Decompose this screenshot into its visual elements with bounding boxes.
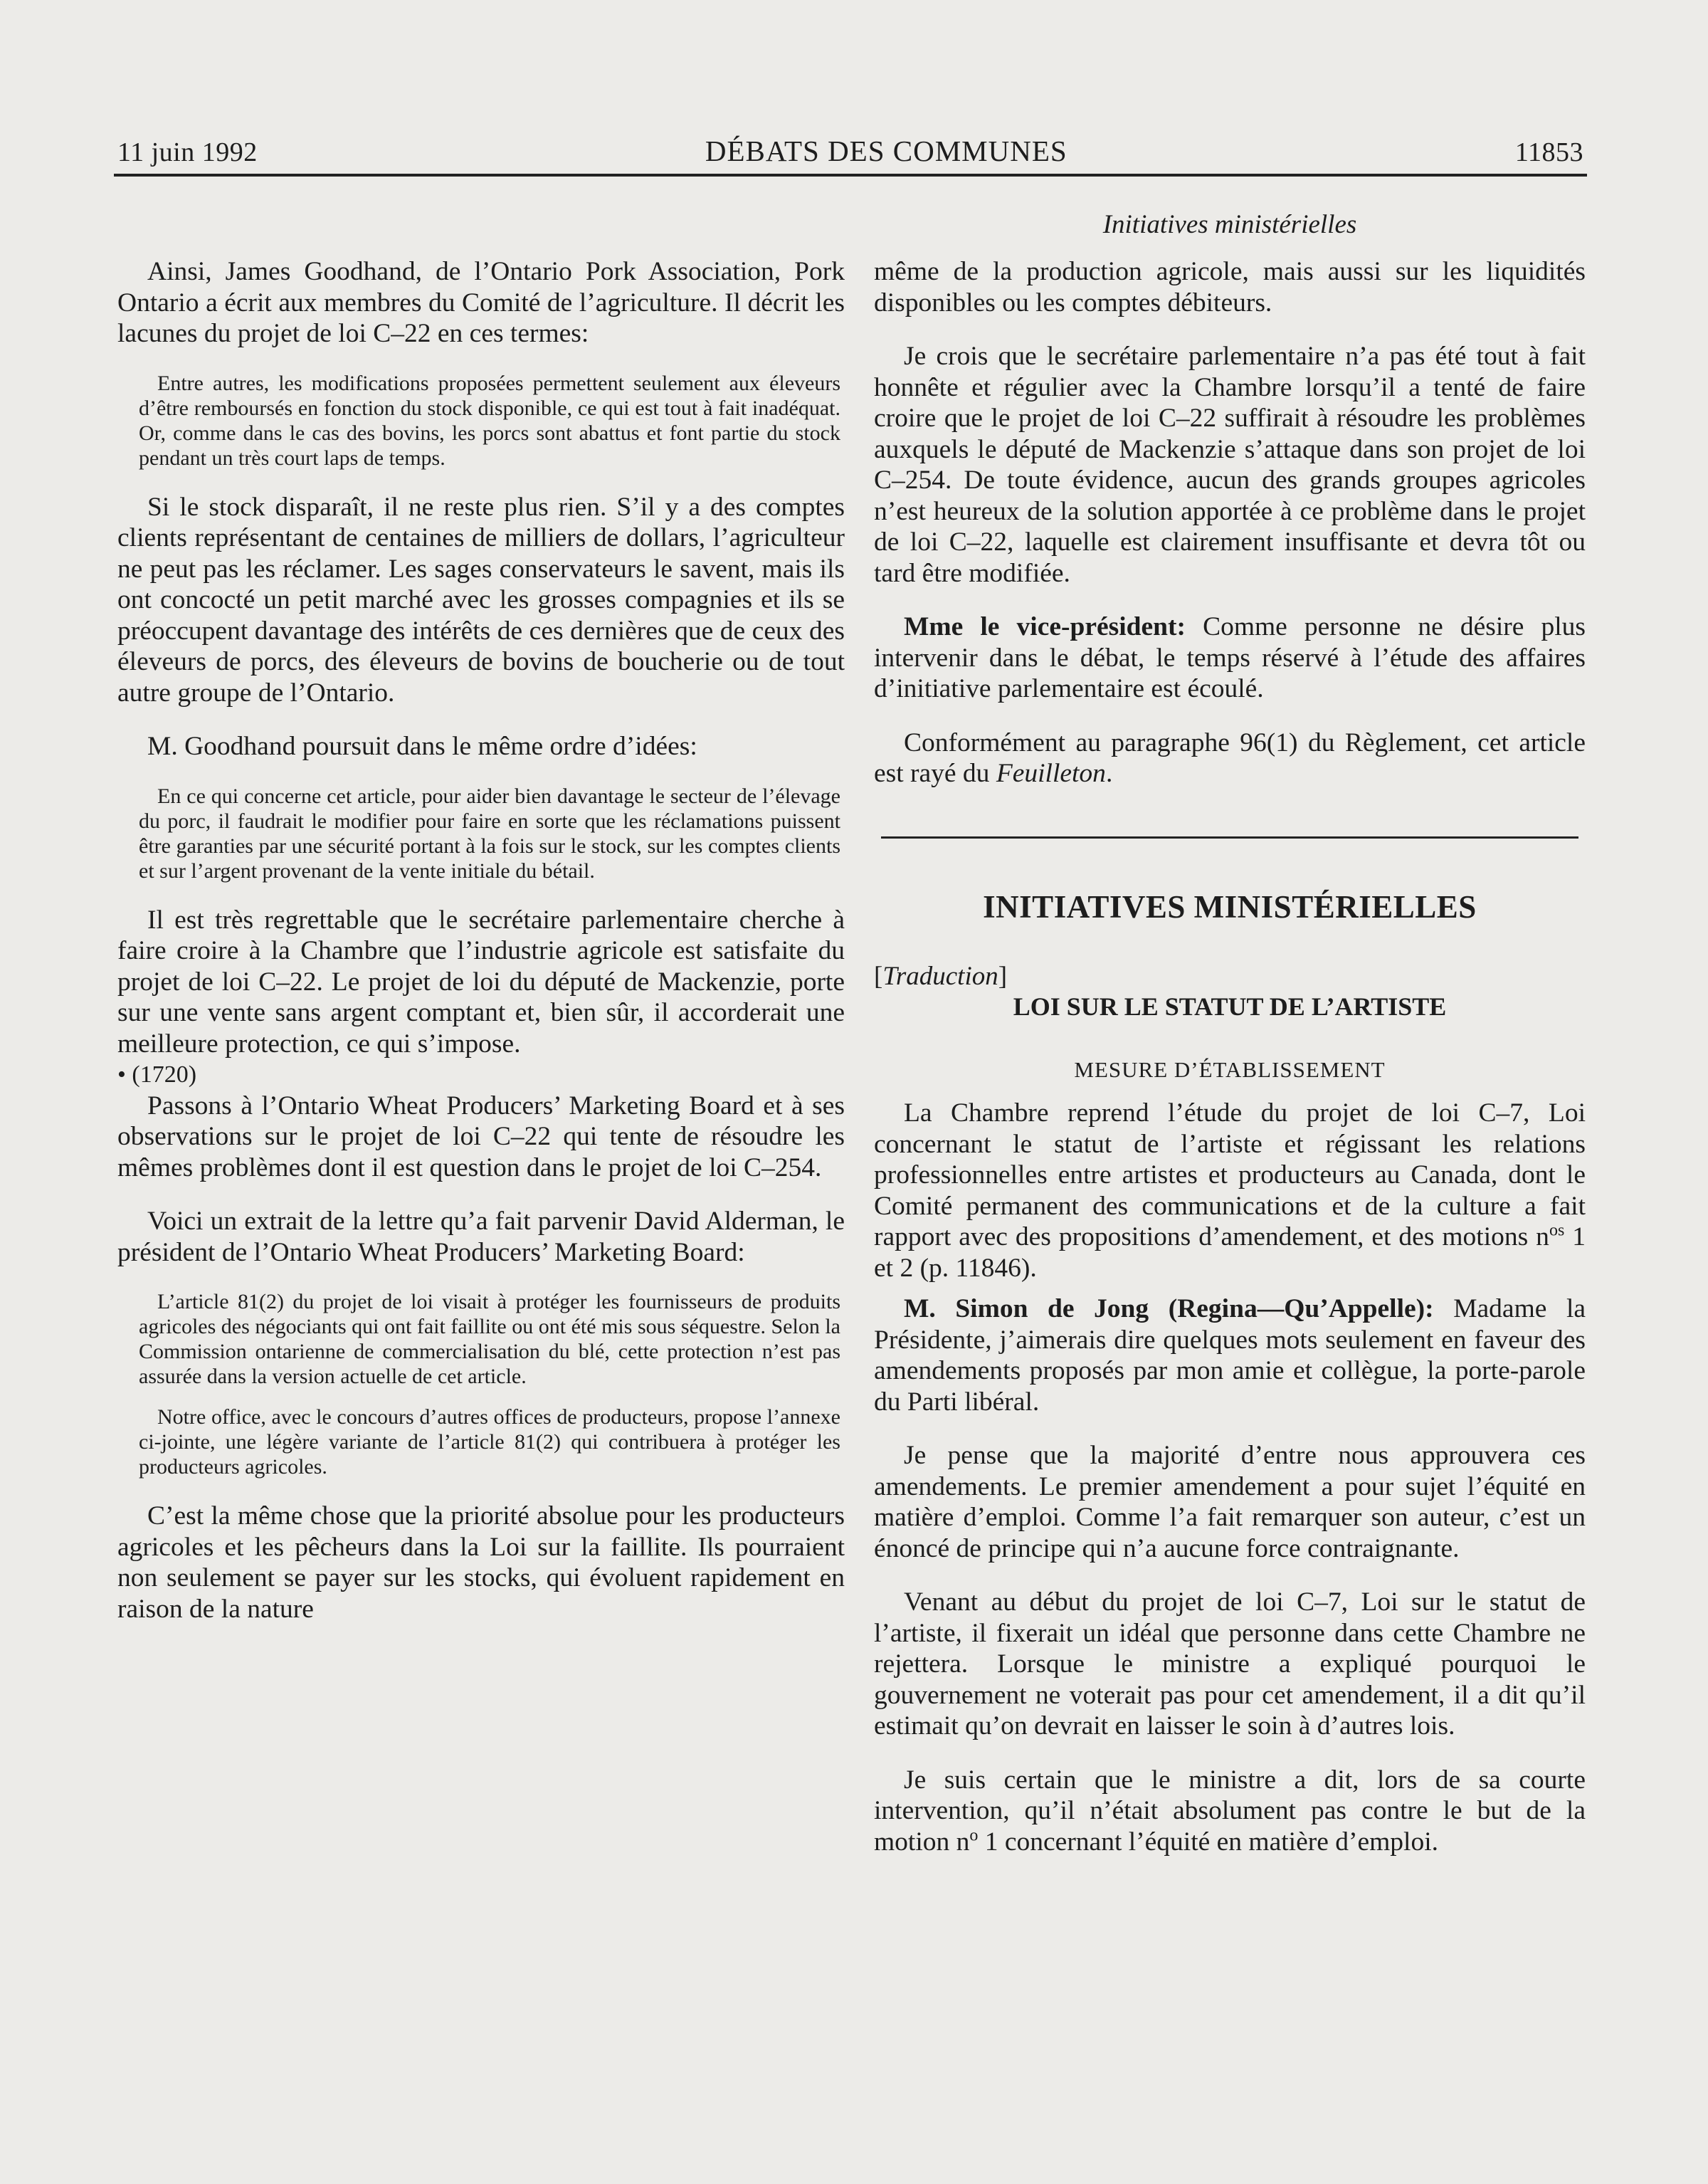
paragraph: Il est très regrettable que le secrétaire parlementaire cherche à faire croire à la Chambre que l’industrie agricole est satisfaite du projet de loi C–22. Le projet de loi du député de Mackenzie, porte sur une vente sans argent comptant et, bien sûr, il accorderait une meilleure protection, ce qui s’impose. bbox=[117, 905, 845, 1059]
header-date: 11 juin 1992 bbox=[117, 137, 258, 167]
section-divider bbox=[881, 836, 1578, 839]
paragraph bbox=[874, 1098, 1586, 1283]
section-header: Initiatives ministérielles bbox=[1102, 210, 1357, 239]
right-column bbox=[874, 256, 1586, 1857]
block-quote bbox=[117, 1289, 845, 1479]
translation-label: Traduction bbox=[882, 961, 998, 991]
paragraph: Je pense que la majorité d’entre nous approuvera ces amendements. Le premier amendement a pour sujet l’équité en matière d’emploi. Comme l’a fait remarquer son auteur, c’est un énoncé de principe qui n’a aucune force contraignante. bbox=[874, 1441, 1586, 1563]
speech-text: Comme personne ne désire plus intervenir dans le débat, le temps réservé à l’étude des affaires d’initiative parlementaire est écoulé. bbox=[874, 612, 1586, 703]
text-run: . bbox=[1105, 759, 1113, 788]
timestamp: • (1720) bbox=[117, 1061, 197, 1088]
text-run: 1 et 2 (p. 11846). bbox=[874, 1222, 1586, 1283]
quote-paragraph: Notre office, avec le concours d’autres offices de producteurs, propose l’annexe ci-jointe, une légère variante de l’article 81(2) qui contribuera à protéger les producteurs agricoles. bbox=[139, 1405, 840, 1479]
paragraph: Si le stock disparaît, il ne reste plus rien. S’il y a des comptes clients représentant de centaines de milliers de dollars, l’agriculteur ne peut pas les réclamer. Les sages conservateurs le savent, mais ils ont concocté un petit marché avec les grosses compagnies et ils se préoccupent davantage des intérêts de ces dernières que de ceux des éleveurs de porcs, des éleveurs de bovins de boucherie ou de tout autre groupe de l’Ontario. bbox=[117, 492, 845, 708]
block-quote bbox=[117, 371, 845, 471]
header-title: DÉBATS DES COMMUNES bbox=[705, 135, 1068, 167]
quote-paragraph: En ce qui concerne cet article, pour aider bien davantage le secteur de l’élevage du porc, il faudrait le modifier pour faire en sorte que les réclamations puissent être garanties par une sécurité portant à la fois sur le stock, sur les comptes clients et sur l’argent provenant de la vente initiale du bétail. bbox=[139, 784, 840, 883]
bracket: ] bbox=[998, 961, 1008, 991]
text-run: La Chambre reprend l’étude du projet de loi C–7, Loi concernant le statut de l’artiste et régissant les relations professionnelles entre artistes et producteurs au Canada, dont le Comité permanent des communications et de la culture a fait rapport avec des propositions d’amendement, et des motions n bbox=[874, 1098, 1586, 1251]
text-run: Conformément au paragraphe 96(1) du Règlement, cet article est rayé du bbox=[874, 728, 1586, 788]
text-run: 1 concernant l’équité en matière d’emploi. bbox=[978, 1827, 1438, 1857]
paragraph: Voici un extrait de la lettre qu’a fait parvenir David Alderman, le président de l’Ontario Wheat Producers’ Marketing Board: bbox=[117, 1207, 845, 1267]
superscript: o bbox=[969, 1826, 979, 1844]
header-rule bbox=[114, 174, 1587, 177]
paragraph: C’est la même chose que la priorité absolue pour les producteurs agricoles et les pêcheurs dans la Loi sur la faillite. Ils pourraient non seulement se payer sur les stocks, qui évoluent rapidement en raison de la nature bbox=[117, 1501, 845, 1624]
paragraph bbox=[874, 611, 1586, 705]
quote-paragraph: Entre autres, les modifications proposées permettent seulement aux éleveurs d’être remboursés en fonction du stock disponible, ce qui est tout à fait inadéquat. Or, comme dans le cas des bovins, les porcs sont abattus et font partie du stock pendant un très court laps de temps. bbox=[139, 371, 840, 470]
block-quote bbox=[117, 784, 845, 883]
quote-paragraph: L’article 81(2) du projet de loi visait à protéger les fournisseurs de produits agricoles des négociants qui ont fait faillite ou ont été mis sous séquestre. Selon la Commission ontarienne de commercialisation du blé, cette protection n’est pas assurée dans la version actuelle de cet article. bbox=[139, 1290, 840, 1388]
paragraph: Venant au début du projet de loi C–7, Loi sur le statut de l’artiste, il fixerait un idéal que personne dans cette Chambre ne rejettera. Lorsque le ministre a expliqué pourquoi le gouvernement ne voterait pas pour cet amendement, il a dit qu’il estimait qu’on devrait en laisser le soin à d’autres lois. bbox=[874, 1587, 1586, 1741]
paragraph bbox=[874, 1765, 1586, 1858]
paragraph: M. Goodhand poursuit dans le même ordre d’idées: bbox=[147, 732, 697, 761]
bracket: [ bbox=[874, 961, 883, 991]
running-header bbox=[117, 134, 1583, 168]
speech-text: Madame la Présidente, j’aimerais dire quelques mots seulement en faveur des amendements proposés par mon amie et collègue, la porte-parole du Parti libéral. bbox=[874, 1294, 1586, 1417]
paragraph: Passons à l’Ontario Wheat Producers’ Marketing Board et à ses observations sur le projet de loi C–22 qui tente de résoudre les mêmes problèmes dont il est question dans le projet de loi C–254. bbox=[117, 1091, 845, 1182]
header-page-number: 11853 bbox=[1514, 137, 1583, 167]
speaker-name: M. Simon de Jong (Regina—Qu’Appelle): bbox=[904, 1294, 1434, 1323]
speaker-name: Mme le vice-président: bbox=[904, 612, 1186, 641]
paragraph: Je crois que le secrétaire parlementaire n’a pas été tout à fait honnête et régulier avec la Chambre lorsqu’il a tenté de faire croire que le projet de loi C–22 suffirait à résoudre les problèmes auxquels le député de Mackenzie s’attaque dans son projet de loi C–254. De toute évidence, aucun des grands groupes agricoles n’est heureux de la solution apportée à ce problème dans le projet de loi C–22, laquelle est clairement insuffisante et devra tôt ou tard être modifiée. bbox=[874, 342, 1586, 588]
bill-heading: LOI SUR LE STATUT DE L’ARTISTE bbox=[1013, 992, 1447, 1021]
paragraph: Ainsi, James Goodhand, de l’Ontario Pork Association, Pork Ontario a écrit aux membres du Comité de l’agriculture. Il décrit les lacunes du projet de loi C–22 en ces termes: bbox=[117, 257, 845, 348]
superscript: os bbox=[1549, 1221, 1565, 1240]
bill-subheading: MESURE D’ÉTABLISSEMENT bbox=[1074, 1056, 1386, 1082]
paragraph bbox=[874, 728, 1586, 789]
italic-term: Feuilleton bbox=[996, 759, 1106, 788]
section-heading: INITIATIVES MINISTÉRIELLES bbox=[983, 888, 1477, 925]
translation-note bbox=[874, 961, 1586, 992]
paragraph: même de la production agricole, mais aussi sur les liquidités disponibles ou les comptes débiteurs. bbox=[874, 257, 1586, 317]
left-column bbox=[117, 256, 845, 1624]
paragraph bbox=[874, 1293, 1586, 1417]
text-run: Je suis certain que le ministre a dit, lors de sa courte intervention, qu’il n’était absolument pas contre le but de la motion n bbox=[874, 1765, 1586, 1857]
